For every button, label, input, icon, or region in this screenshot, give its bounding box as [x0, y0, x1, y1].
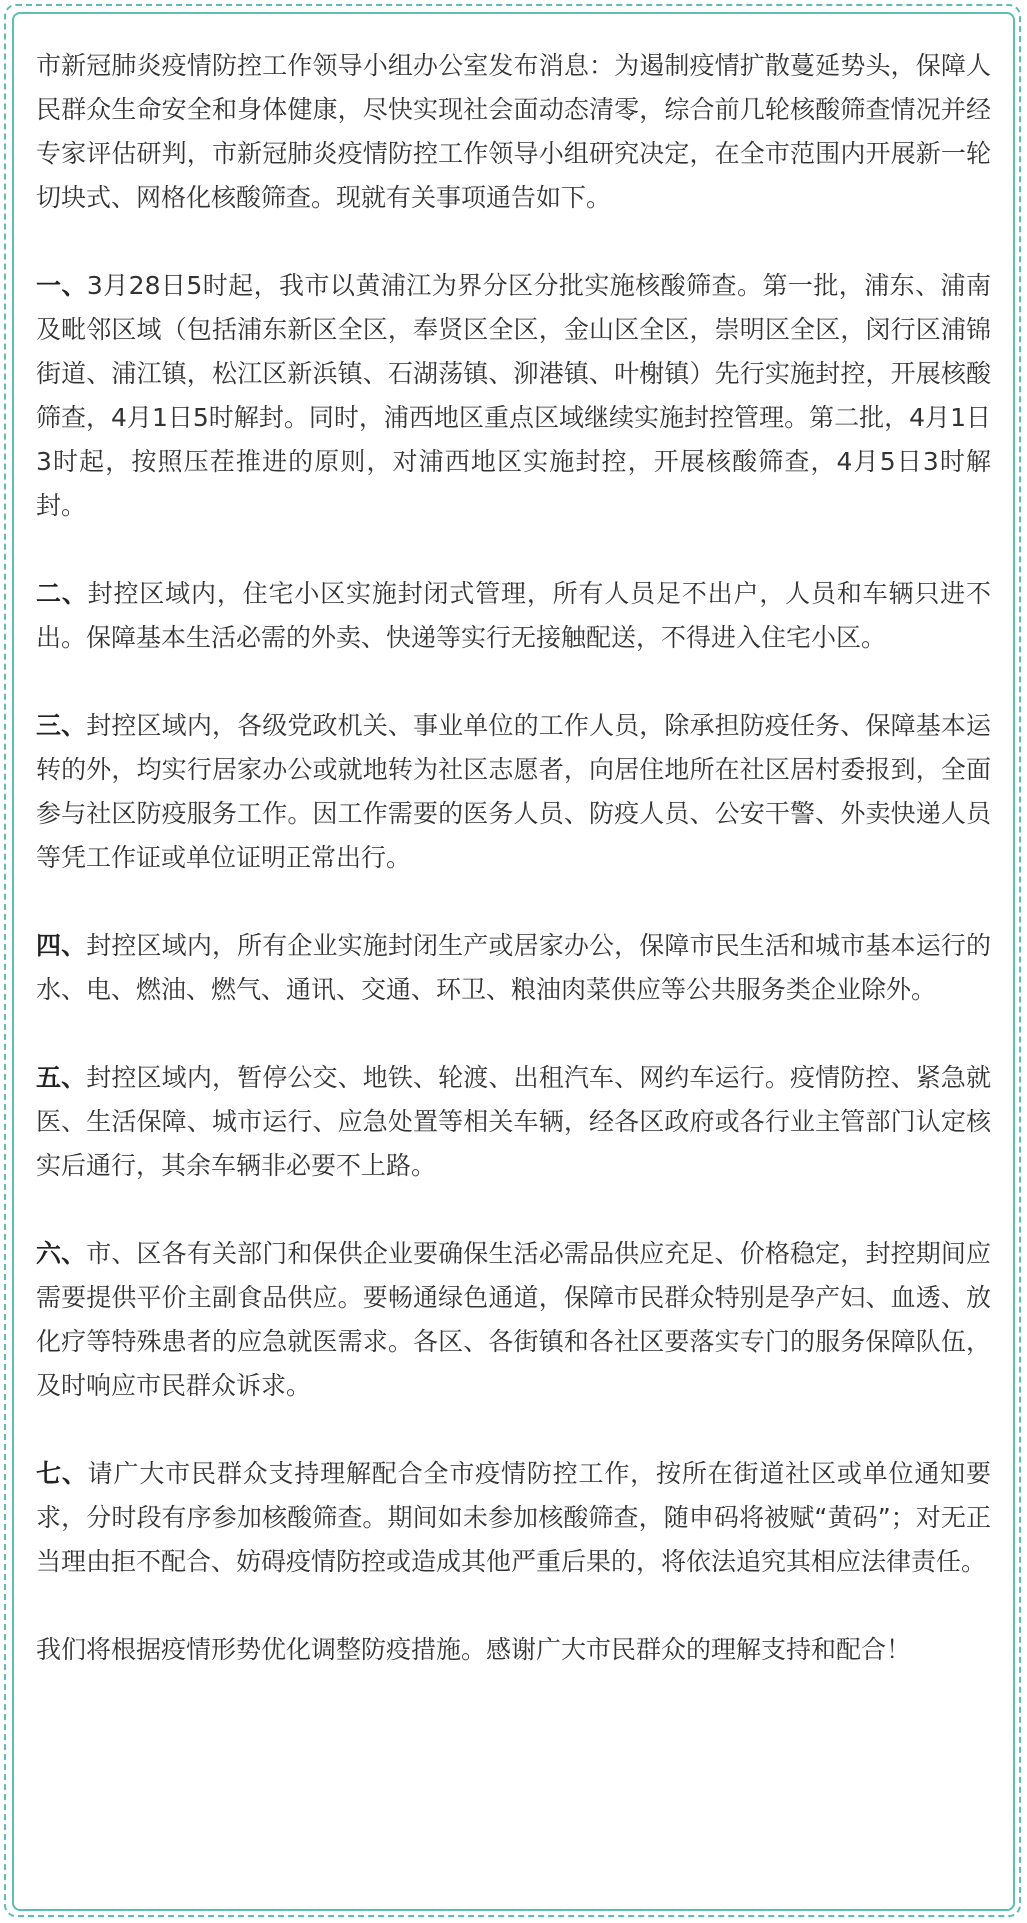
item-5-paragraph [36, 1056, 991, 1188]
item-4-paragraph [36, 924, 991, 1012]
notice-body [36, 44, 991, 1672]
item-1-text: 3月28日5时起，我市以黄浦江为界分区分批实施核酸筛查。第一批，浦东、浦南及毗邻区域（包括浦东新区全区，奉贤区全区，金山区全区，崇明区全区，闵行区浦锦街道、浦江镇，松江区新浜镇、石湖荡镇、泖港镇、叶榭镇）先行实施封控，开展核酸筛查，4月1日5时解封。同时，浦西地区重点区域继续实施封控管理。第二批，4月1日3时起，按照压茬推进的原则，对浦西地区实施封控，开展核酸筛查，4月5日3时解封。 [36, 271, 991, 520]
item-6-text: 市、区各有关部门和保供企业要确保生活必需品供应充足、价格稳定，封控期间应需要提供平价主副食品供应。要畅通绿色通道，保障市民群众特别是孕产妇、血透、放化疗等特殊患者的应急就医需求。各区、各街镇和各社区要落实专门的服务保障队伍，及时响应市民群众诉求。 [36, 1239, 991, 1400]
item-4-text: 封控区域内，所有企业实施封闭生产或居家办公，保障市民生活和城市基本运行的水、电、燃油、燃气、通讯、交通、环卫、粮油肉菜供应等公共服务类企业除外。 [36, 931, 991, 1004]
closing-paragraph: 我们将根据疫情形势优化调整防疫措施。感谢广大市民群众的理解支持和配合！ [36, 1635, 912, 1664]
item-3-number: 三、 [36, 711, 87, 740]
item-1-paragraph [36, 264, 991, 528]
item-5-number: 五、 [36, 1063, 87, 1092]
item-7-paragraph [36, 1452, 991, 1584]
item-3-paragraph [36, 704, 991, 880]
item-5-text: 封控区域内，暂停公交、地铁、轮渡、出租汽车、网约车运行。疫情防控、紧急就医、生活保障、城市运行、应急处置等相关车辆，经各区政府或各行业主管部门认定核实后通行，其余车辆非必要不上路。 [36, 1063, 991, 1180]
intro-paragraph: 市新冠肺炎疫情防控工作领导小组办公室发布消息：为遏制疫情扩散蔓延势头，保障人民群众生命安全和身体健康，尽快实现社会面动态清零，综合前几轮核酸筛查情况并经专家评估研判，市新冠肺炎疫情防控工作领导小组研究决定，在全市范围内开展新一轮切块式、网格化核酸筛查。现就有关事项通告如下。 [36, 51, 991, 212]
item-2-paragraph [36, 572, 991, 660]
item-4-number: 四、 [36, 931, 87, 960]
item-7-number: 七、 [36, 1459, 88, 1488]
item-2-text: 封控区域内，住宅小区实施封闭式管理，所有人员足不出户，人员和车辆只进不出。保障基本生活必需的外卖、快递等实行无接触配送，不得进入住宅小区。 [36, 579, 991, 652]
item-2-number: 二、 [36, 579, 88, 608]
item-6-paragraph [36, 1232, 991, 1408]
item-3-text: 封控区域内，各级党政机关、事业单位的工作人员，除承担防疫任务、保障基本运转的外，均实行居家办公或就地转为社区志愿者，向居住地所在社区居村委报到，全面参与社区防疫服务工作。因工作需要的医务人员、防疫人员、公安干警、外卖快递人员等凭工作证或单位证明正常出行。 [36, 711, 991, 872]
item-6-number: 六、 [36, 1239, 87, 1268]
item-1-number: 一、 [36, 271, 87, 300]
item-7-text: 请广大市民群众支持理解配合全市疫情防控工作，按所在街道社区或单位通知要求，分时段有序参加核酸筛查。期间如未参加核酸筛查，随申码将被赋“黄码”；对无正当理由拒不配合、妨碍疫情防控或造成其他严重后果的，将依法追究其相应法律责任。 [36, 1459, 991, 1576]
